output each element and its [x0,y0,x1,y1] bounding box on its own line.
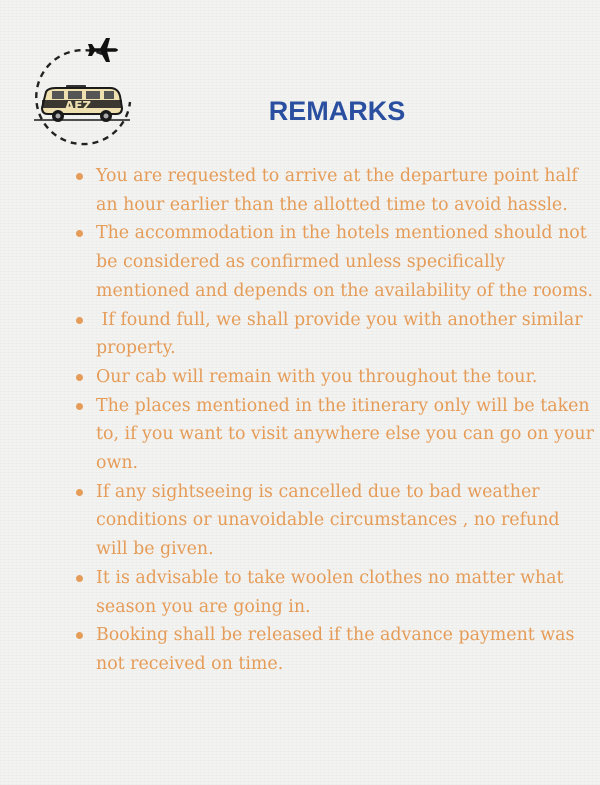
list-item: You are requested to arrive at the departure point half an hour earlier than the allotted time to avoid hassle. [96,162,596,219]
bullet [76,403,83,410]
bullet [76,317,83,324]
bullet [76,489,83,496]
list-item: If found full, we shall provide you with another similar property. [96,306,596,363]
bullet [76,173,83,180]
list-item: It is advisable to take woolen clothes no matter what season you are going in. [96,564,596,621]
list-item: Booking shall be released if the advance payment was not received on time. [96,621,596,678]
list-item: The accommodation in the hotels mentioned should not be considered as confirmed unless specifically mentioned and depends on the availability of the rooms. [96,219,596,305]
bullet [76,575,83,582]
travel-logo [22,28,140,162]
bullet [76,632,83,639]
van-logo-text: AFZ [64,99,92,113]
list-item: If any sightseeing is cancelled due to bad weather conditions or unavoidable circumstances , no refund will be given. [96,478,596,564]
airplane-icon [88,38,118,62]
page-title: REMARKS [268,96,406,126]
list-item: Our cab will remain with you throughout the tour. [96,363,596,392]
bullet [76,230,83,237]
list-item: The places mentioned in the itinerary only will be taken to, if you want to visit anywhere else you can go on your own. [96,392,596,478]
remarks-list [72,162,596,679]
bullet [76,374,83,381]
